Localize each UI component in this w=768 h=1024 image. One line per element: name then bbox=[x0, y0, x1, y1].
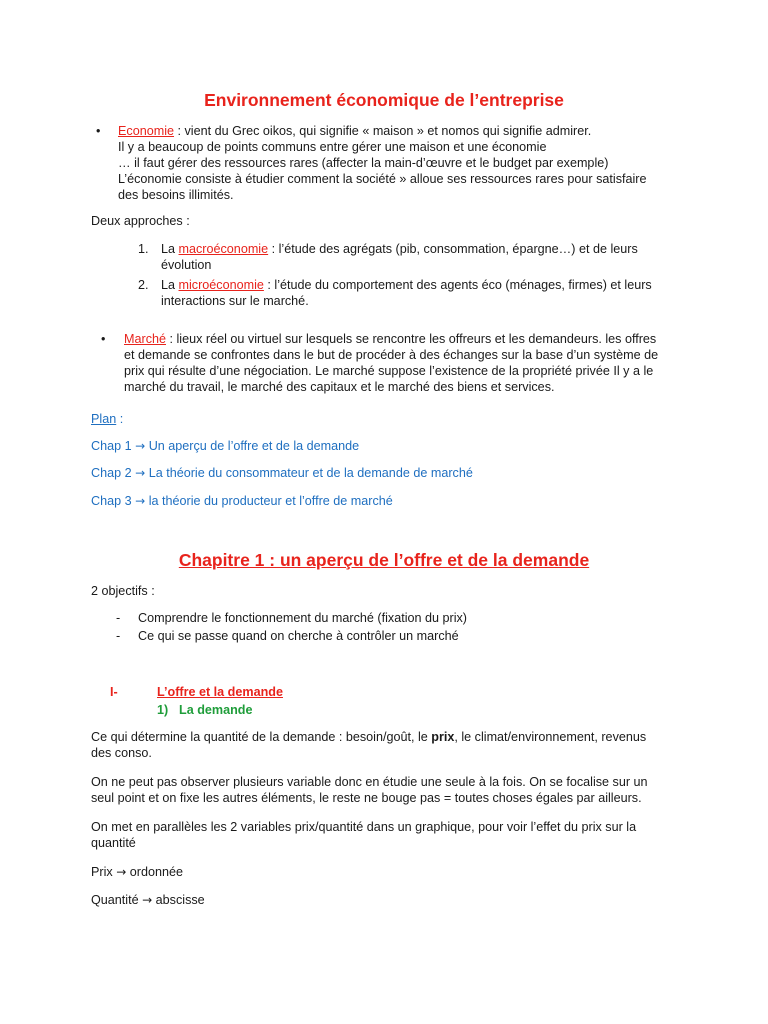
plan-colon: : bbox=[116, 412, 124, 426]
objectif-item-1: Comprendre le fonctionnement du marché (fixation du prix) bbox=[138, 611, 467, 625]
chapter-prefix: Chap 2 bbox=[91, 466, 132, 480]
economie-definition: : vient du Grec oikos, qui signifie « maison » et nomos qui signifie admirer. bbox=[174, 124, 592, 138]
economie-line3: … il faut gérer des ressources rares (affecter la main-d’œuvre et le budget par exemple) bbox=[118, 156, 609, 170]
para1-line2: des conso. bbox=[91, 746, 152, 760]
marche-line4: marché du travail, le marché des capitaux et le marché des biens et services. bbox=[124, 380, 555, 394]
economie-line2: Il y a beaucoup de points communs entre gérer une maison et une économie bbox=[118, 140, 547, 154]
para3-line2: quantité bbox=[91, 836, 136, 850]
economie-term: Economie bbox=[118, 124, 175, 138]
list-number: 1. bbox=[138, 242, 149, 256]
axis-label: Quantité bbox=[91, 893, 139, 907]
plan-chapter-1 bbox=[91, 438, 359, 454]
prix-bold: prix bbox=[431, 730, 455, 744]
paragraph-graphique bbox=[91, 819, 691, 851]
arrow-right-icon: → bbox=[135, 466, 146, 480]
macroeconomie-term: macroéconomie bbox=[178, 242, 269, 256]
deux-approches-label: Deux approches : bbox=[91, 214, 190, 228]
paragraph-ceteris-paribus bbox=[91, 774, 691, 806]
subsection-number: 1) bbox=[157, 703, 169, 717]
document-title: Environnement économique de l’entreprise bbox=[204, 90, 564, 110]
marche-paragraph bbox=[124, 331, 684, 395]
axis-prix-line bbox=[91, 864, 183, 880]
plan-label: Plan bbox=[91, 412, 117, 426]
section-title: L’offre et la demande bbox=[157, 685, 283, 699]
economie-line1 bbox=[118, 123, 678, 139]
approach-micro bbox=[161, 277, 681, 309]
marche-definition: : lieux réel ou virtuel sur lesquels se rencontre les offreurs et les demandeurs. les offres bbox=[166, 332, 657, 346]
chapter-text: la théorie du producteur et l’offre de marché bbox=[148, 494, 393, 508]
economie-paragraph bbox=[118, 123, 678, 203]
para2-line1: On ne peut pas observer plusieurs variable donc en étudie une seule à la fois. On se focalise sur un bbox=[91, 775, 648, 789]
chapter-prefix: Chap 3 bbox=[91, 494, 132, 508]
marche-term: Marché bbox=[124, 332, 166, 346]
axis-value: ordonnée bbox=[129, 865, 183, 879]
chapter-text: La théorie du consommateur et de la demande de marché bbox=[148, 466, 473, 480]
microeconomie-term: microéconomie bbox=[178, 278, 264, 292]
plan-chapter-2 bbox=[91, 465, 473, 481]
axis-quantite-line bbox=[91, 892, 205, 908]
economie-line5: des besoins illimités. bbox=[118, 188, 234, 202]
approach-prefix: La bbox=[161, 242, 179, 256]
plan-heading bbox=[91, 411, 123, 427]
dash-marker: - bbox=[116, 629, 121, 643]
chapter-1-title: Chapitre 1 : un aperçu de l’offre et de la demande bbox=[178, 550, 590, 570]
dash-marker: - bbox=[116, 611, 121, 625]
approach-macro bbox=[161, 241, 681, 273]
approach-definition: : l’étude du comportement des agents éco (ménages, firmes) et leurs bbox=[263, 278, 652, 292]
subsection-title: La demande bbox=[179, 703, 253, 717]
para1-text-end: , le climat/environnement, revenus bbox=[454, 730, 647, 744]
arrow-right-icon: → bbox=[135, 494, 146, 508]
list-number: 2. bbox=[138, 278, 149, 292]
section-number: I- bbox=[110, 685, 118, 699]
para1-text: Ce qui détermine la quantité de la demande : besoin/goût, le bbox=[91, 730, 432, 744]
approach-line2: évolution bbox=[161, 258, 212, 272]
approach-prefix: La bbox=[161, 278, 179, 292]
plan-chapter-3 bbox=[91, 493, 393, 509]
marche-line3: prix qui résulte d’une négociation. Le marché suppose l’existence de la propriété privée Il y a le bbox=[124, 364, 654, 378]
chapter-prefix: Chap 1 bbox=[91, 439, 132, 453]
axis-label: Prix bbox=[91, 865, 113, 879]
para2-line2: seul point et on fixe les autres éléments, le reste ne bouge pas = toutes choses égales par ailleurs. bbox=[91, 791, 642, 805]
arrow-right-icon: → bbox=[135, 439, 146, 453]
arrow-right-icon: → bbox=[142, 893, 153, 907]
paragraph-determinants bbox=[91, 729, 691, 761]
approach-line2: interactions sur le marché. bbox=[161, 294, 309, 308]
marche-line2: et demande se confrontes dans le but de procéder à des échanges sur la base d’un système de bbox=[124, 348, 659, 362]
axis-value: abscisse bbox=[155, 893, 205, 907]
arrow-right-icon: → bbox=[116, 865, 127, 879]
bullet-dot: • bbox=[101, 332, 106, 346]
objectifs-label: 2 objectifs : bbox=[91, 584, 155, 598]
chapter-text: Un aperçu de l’offre et de la demande bbox=[148, 439, 360, 453]
economie-line4: L’économie consiste à étudier comment la société » alloue ses ressources rares pour satisfaire bbox=[118, 172, 647, 186]
bullet-dot: • bbox=[96, 124, 101, 138]
approach-definition: : l’étude des agrégats (pib, consommation, épargne…) et de leurs bbox=[268, 242, 638, 256]
objectif-item-2: Ce qui se passe quand on cherche à contrôler un marché bbox=[138, 629, 459, 643]
para3-line1: On met en parallèles les 2 variables prix/quantité dans un graphique, pour voir l’effet du prix sur la bbox=[91, 820, 637, 834]
